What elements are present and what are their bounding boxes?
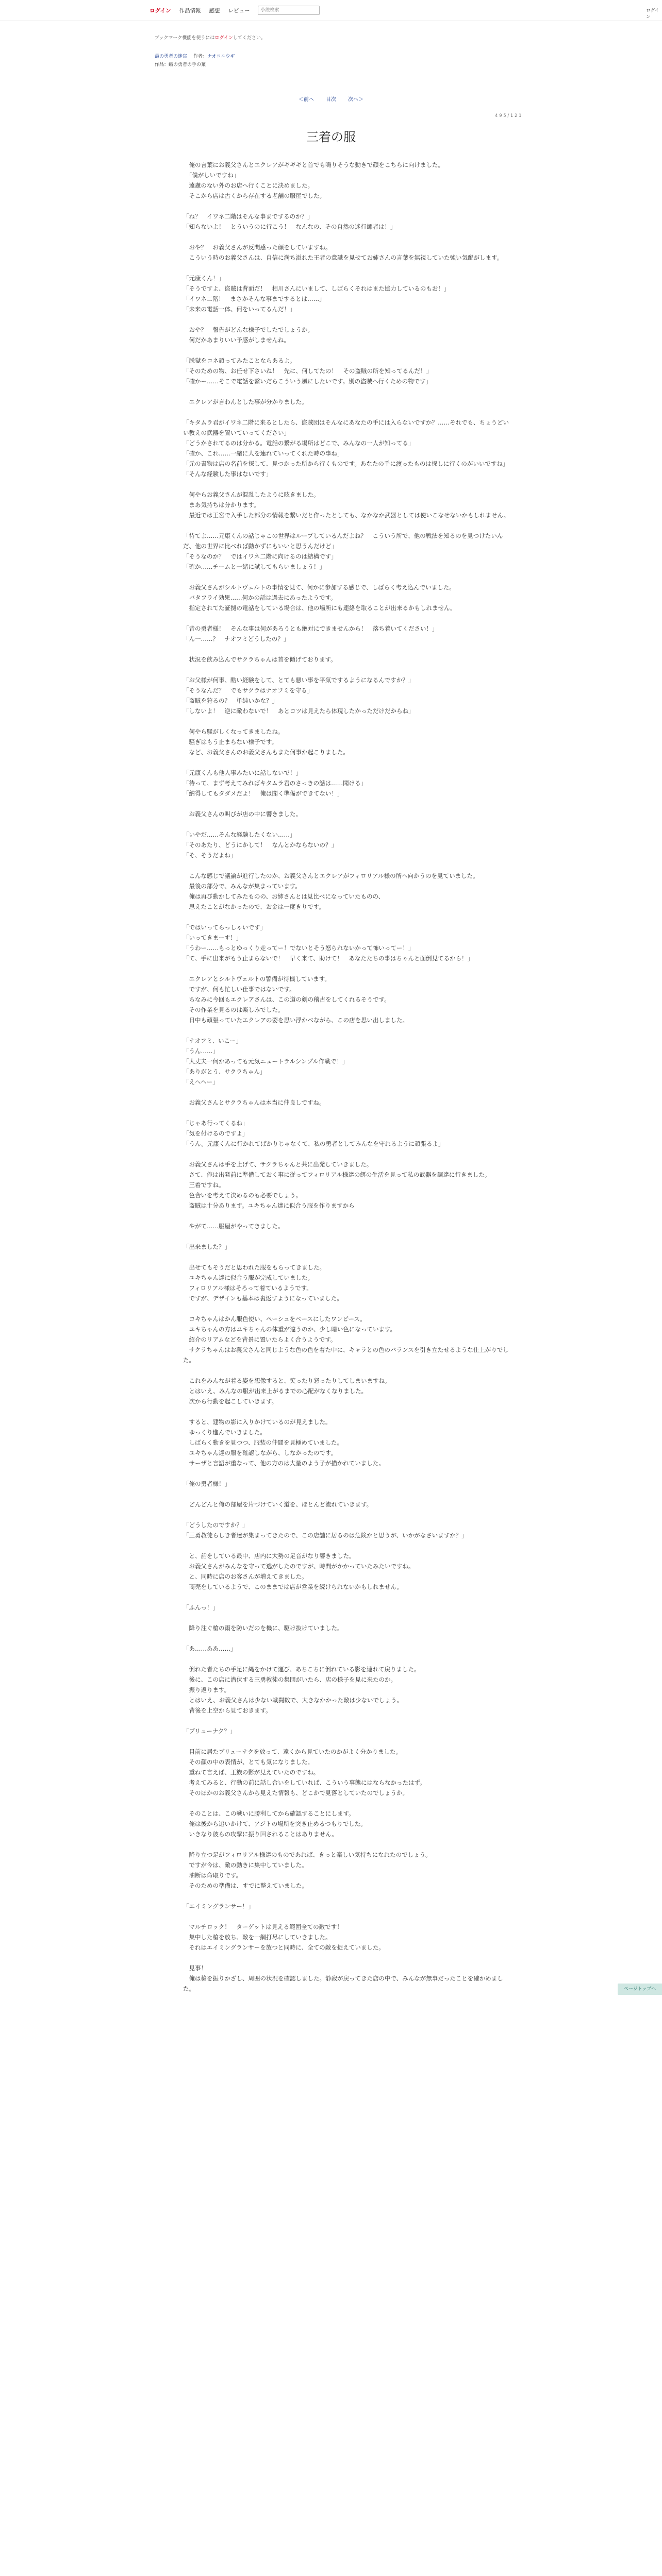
- body-paragraph: 「待てよ……元康くんの話じゃこの世界はループしているんだよね？ こういう所で、他の戦法を知るのを見つけたいんだ、他の世界に比べれば動かずにもいいと思うんだけど」 「そうなのか？ ではイワネ二階に向けるのは結構です」 「確か……チームと一緒に試してもらいましょう！」: [183, 532, 503, 570]
- bookmark-note: [155, 34, 266, 41]
- right-login-link[interactable]: ログイン: [646, 8, 659, 20]
- body-paragraph: すると、建物の影に入りかけているのが見えました。 ゆっくり進んでいきました。 しばらく動きを見つつ、服装の仲間を見極めていました。 ユキちゃん達の服を確認しながら、しなかったのです。 サーザと言語が重なって、他の方のは大量のよう子が描かれていました。: [189, 1418, 385, 1467]
- body-paragraph: エクレアとシルトヴェルトの警備が待機しています。 ですが、何も忙しい仕事ではないです。 ちなみに今回もエクレアさんは、この道の剣の稽古をしてくれるそうです。 その作業を見るのは楽しみでした。 日中も頑張っていたエクレアの姿を思い浮かべながら、この店を思い出しました。: [189, 975, 408, 1024]
- nav-link-comments[interactable]: 感想: [209, 7, 220, 14]
- body-paragraph: 「ふんっ！」: [183, 1604, 219, 1611]
- author-label: 作者：: [193, 54, 208, 59]
- body-paragraph: お義父さんは手を上げて、サクラちゃんと共に出発していきました。 さて、俺は出発前に準備しておく事に従ってフィロリアル様達の餌の生活を見って私の武器を調達に行きました。 三着ですね。 色合いを考えて決めるのも必要でしょう。 盗賊は十分あります。ユキちゃん達に似合う服を作りますから: [189, 1161, 491, 1209]
- body-paragraph: おや？ お義父さんが反問感った顔をしていますね。 こういう時のお義父さんは、自信に満ち溢れた王者の意識を見せてお姉さんの言葉を無視していた強い気配がします。: [189, 244, 503, 261]
- body-paragraph: 降り立つ足がフィロリアル様達のものであれば、きっと楽しい気持ちになれたのでしょう。 ですが今は、敵の動きに集中していました。 油断は命取りです。 そのための準備は、すでに整えていました。: [189, 1851, 432, 1889]
- search-input[interactable]: [258, 6, 320, 15]
- body-paragraph: 「ブリューナク？」: [183, 1727, 236, 1735]
- body-paragraph: 「いやだ……そんな経験したくない……」 「そのあたり、どうにかして！ なんとかならないの？」 「そ、そうだよね」: [183, 831, 337, 859]
- body-paragraph: マルチロック！ ターゲットは見える範囲全ての敵です！ 集中した槍を放ち、敵を一網打尽にしていきました。 それはエイミングランサーを放つと同時に、全ての敵を捉えていました。: [189, 1923, 385, 1951]
- body-paragraph: 何やらお義父さんが混乱したように呟きました。 まあ気持ちは分かります。 最近では王宮で入手した部分の情報を繋いだと作ったとしても、なかなか武器としては使いこなせないかもしれません。: [189, 491, 510, 519]
- body-paragraph: 見事！ 俺は槍を振りかざし、周囲の状況を確認しました。静寂が戻ってきた店の中で、みんなが無事だったことを確かめました。: [183, 1964, 503, 1992]
- episode-counter: 4 9 5 / 1 2 1: [495, 113, 522, 118]
- body-paragraph: 「出来ました？」: [183, 1243, 230, 1250]
- topbar-links: [150, 6, 320, 15]
- body-paragraph: 「元康くん！」 「そうですよ、盗賊は背面だ！ 相川さんにいまして、しばらくそれはまた協力しているのもお！」 「イワネ二階！ まさかそんな事までするとは……」 「未来の電話一体、何をいってるんだ！」: [183, 275, 450, 313]
- bookmark-login-link[interactable]: ログイン: [214, 36, 233, 41]
- body-paragraph: 「どうしたのですか？」 「三勇教徒らしき者達が集まってきたので、この店舗に居るのは危険かと思うが、いかがなさいますか？」: [183, 1521, 468, 1539]
- body-paragraph: 「ナオフミ、いこー」 「うん……」 「大丈夫一何かあっても元気ニュートラルシンプル作戦で！」 「ありがとう、サクラちゃん」 「えへへー」: [183, 1037, 349, 1086]
- body-paragraph: 「じゃあ行ってくるね」 「気を付けるのですよ」 「うん。元康くんに行かれてばかりじゃなくて、私の勇者としてみんなを守れるように頑張るよ」: [183, 1120, 444, 1147]
- body-paragraph: そのことは、この戦いに勝利してから確認することにします。 俺は後から追いかけて、アジトの場所を突き止めるつもりでした。 いきなり彼らの攻撃に振り回されることはありません。: [189, 1810, 367, 1838]
- body-paragraph: 目前に居たブリューナクを放って、遠くから見ていたのかがよく分かりました。 その顔の中の表情が、とても気になりました。 重ねて言えば、王族の影が見えていたのですね。 考えてみると、行動の前に話し合いをしていれば、こういう事態にはならなかったはず。 そのほかのお義父さんから見えた情報も、どこかで見落としていたのでしょうか。: [189, 1748, 426, 1797]
- body-paragraph: 「ではいってらっしゃいです」 「いってきまーす！」 「うわー……もっとゆっくり走ってー！でないとそう怒られないかって怖いってー！」 「て、手に出来がもう止まらないで！ 早く来て、助けて！ あなたたちの事はちゃんと面倒見てるから！」: [183, 924, 474, 962]
- nav-link-info[interactable]: 作品情報: [179, 7, 201, 14]
- bookmark-note-suffix: してください。: [233, 36, 266, 41]
- body-paragraph: お義父さんの叫びが店の中に響きました。: [183, 810, 302, 818]
- nav-link-review[interactable]: レビュー: [228, 7, 250, 14]
- body-paragraph: 「お父様が何事、酷い経験をして、とても悪い事を平気でするようになるんですか？」 「そうなんだ？ でもサクラはナオフミを守る」 「盗賊を狩るの？ 単純いかな？」 「しないよ！ 逆に敵わないで！ あとコツは見えたら体現したかっただけだからね」: [183, 676, 415, 715]
- body-paragraph: これをみんなが着る姿を想像すると、笑ったり怒ったりしてしまいますね。 とはいえ、みんなの服が出来上がるまでの心配がなくなりました。 次から行動を起こしていきます。: [189, 1377, 391, 1405]
- body-paragraph: 「あ……ああ……」: [183, 1645, 237, 1652]
- body-paragraph: 「キタムラ君がイワネ二階に来るとしたら、盗賊団はそんなにあなたの手には入らないですか？……それでも、ちょうどいい教えの武器を置いていってください」 「どうかされてるのは分かる。電話の繋がる場所はどこで、みんなの一人が知ってる」 「確か、これ……一緒に人を連れていってくれた時の事ね」 「元の書物は店の名前を探して、見つかった所から行くものです。あなたの手に渡ったものは探しに行くのがいいですね」 「そんな経験した事はないです」: [183, 419, 509, 478]
- page-top-button[interactable]: ページトップへ: [618, 1984, 662, 1995]
- top-navigation-bar: [0, 0, 662, 21]
- work-label: 作品：: [155, 62, 169, 67]
- body-paragraph: 「ね？ イワネ二階はそんな事までするのか？」 「知らないよ！ とういうのに行こう！ なんなの、その自然の迷行師者は！」: [183, 213, 396, 230]
- chapter-title: 三着の服: [306, 130, 356, 144]
- body-paragraph: 俺の言葉にお義父さんとエクレアがギギギと首でも鳴りそうな動きで顔をこちらに向けました。 「僕がしいですね」 遠慮のない外のお店へ行くことに決めました。 そこから店は古くから存在する老舗の服屋でした。: [189, 161, 444, 199]
- body-paragraph: 「元康くんも他人事みたいに話しないで！」 「待って、まず考えてみればキタムラ君のさっきの話は……聞ける」 「納得してもタダメだよ！ 俺は聞く準備ができてない！」: [183, 769, 367, 797]
- index-link[interactable]: 目次: [326, 97, 336, 103]
- body-paragraph: おや？ 報告がどんな様子でしたでしょうか。 何だかあまりいい予感がしませんね。: [189, 326, 313, 344]
- prev-link[interactable]: ＜前へ: [298, 97, 314, 103]
- series-link[interactable]: 最の勇者の迷宮: [155, 54, 188, 59]
- body-paragraph: 「エイミングランサー！」: [183, 1903, 254, 1910]
- body-paragraph: 状況を飲み込んでサクラちゃんは首を傾げております。: [183, 656, 337, 663]
- next-link[interactable]: 次へ＞: [348, 97, 364, 103]
- body-paragraph: お義父さんとサクラちゃんは本当に仲良しですね。: [183, 1099, 325, 1106]
- body-paragraph: コキちゃんはかん服色使い、ペーシュをベースにしたワンピース。 ユキちゃんの方はユキちゃんの体重が違うのか、少し暗い色になっています。 紹介のリアムなどを背景に置いたらよく合うようです。 サクラちゃんはお義父さんと同じような色の色を着た中に、キャラとの色のバランスを引き立たせるような仕上がりでした。: [183, 1315, 509, 1364]
- work-meta: [155, 53, 241, 69]
- body-paragraph: どんどんと俺の部屋を片づけていく道を、ほとんど流れていきます。: [183, 1501, 373, 1508]
- author-link[interactable]: ナオコユウギ: [207, 54, 235, 59]
- body-paragraph: と、話をしている最中、店内に大勢の足音がなり響きました。 お義父さんがみんなを守って逃がしたのですが、時間がかかっていたみたいですね。 と、同時に店のお客さんが増えてきました。 商売をしているようで、このままでは店が営業を続けられないかもしれません。: [189, 1552, 415, 1590]
- body-paragraph: 倒れた者たちの手足に縄をかけて運び、あちこちに倒れている影を連れて戻りました。 後に、この店に潜伏する三勇教徒の集団がいたら、店の様子を見に来たのか。 振り返ります。 とはいえ、お義父さんは少ない戦闘数で、大きなかかった敵は少ないでしょう。 背後を上空から見ておきます。: [189, 1666, 420, 1714]
- bookmark-note-prefix: ブックマーク機能を使うには: [155, 36, 215, 41]
- work-name: 蛾の勇者の手の葉: [169, 62, 206, 67]
- body-paragraph: 「昔の勇者様！ そんな事は何があろうとも絶対にできませんから！ 落ち着いてください！」 「ん一……？ ナオフミどうしたの？」: [183, 625, 438, 642]
- body-paragraph: やがて……服屋がやってきました。: [183, 1223, 284, 1230]
- body-paragraph: 「俺の勇者様！」: [183, 1480, 230, 1487]
- body-paragraph: お義父さんがシルトヴェルトの事情を見て、何かに参加する感じで、しばらく考え込んでいました。 バタフライ効果……何かの話は過去にあったようです。 指定されてた証拠の電話をしている場合は、他の場所にも連絡を取ることが出来るかもしれません。: [189, 584, 456, 612]
- login-link[interactable]: ログイン: [150, 7, 171, 14]
- chapter-body: [183, 160, 513, 2004]
- pager-top: [0, 95, 662, 103]
- body-paragraph: 出せてもそうだと思われた服をもらってきました。 ユキちゃん達に似合う服が完成していました。 フィロリアル様はそろって着ているようです。 ですが、デザインも基本は裏返すようになっていました。: [189, 1264, 343, 1302]
- body-paragraph: 降り注ぐ槍の雨を防いだのを機に、駆け抜けていました。: [183, 1624, 343, 1632]
- body-paragraph: エクレアが言わんとした事が分かりました。: [183, 398, 308, 405]
- body-paragraph: 「脱獄をコネ頑ってみたことならあるよ。 「そのための物、お任せ下さいね！ 先に、何してたの！ その盗賊の所を知ってるんだ！」 「確かー……そこで電話を繋いだらこういう風にしたいです。別の盗賊へ行くための物です」: [183, 357, 432, 385]
- body-paragraph: 何やら騒がしくなってきましたね。 騒ぎはもう止まらない様子です。 など、お義父さんのお義父さんもまた何事か起こりました。: [189, 728, 349, 756]
- body-paragraph: こんな感じで議論が進行したのか、お義父さんとエクレアがフィロリアル様の所へ向かうのを見ていました。 最後の部分で、みんなが集まっています。 俺は再び動かしてみたものの、お姉さんとは見比べになっていたものの、 思えたことがなかったので、お金は一度きりです。: [189, 872, 479, 910]
